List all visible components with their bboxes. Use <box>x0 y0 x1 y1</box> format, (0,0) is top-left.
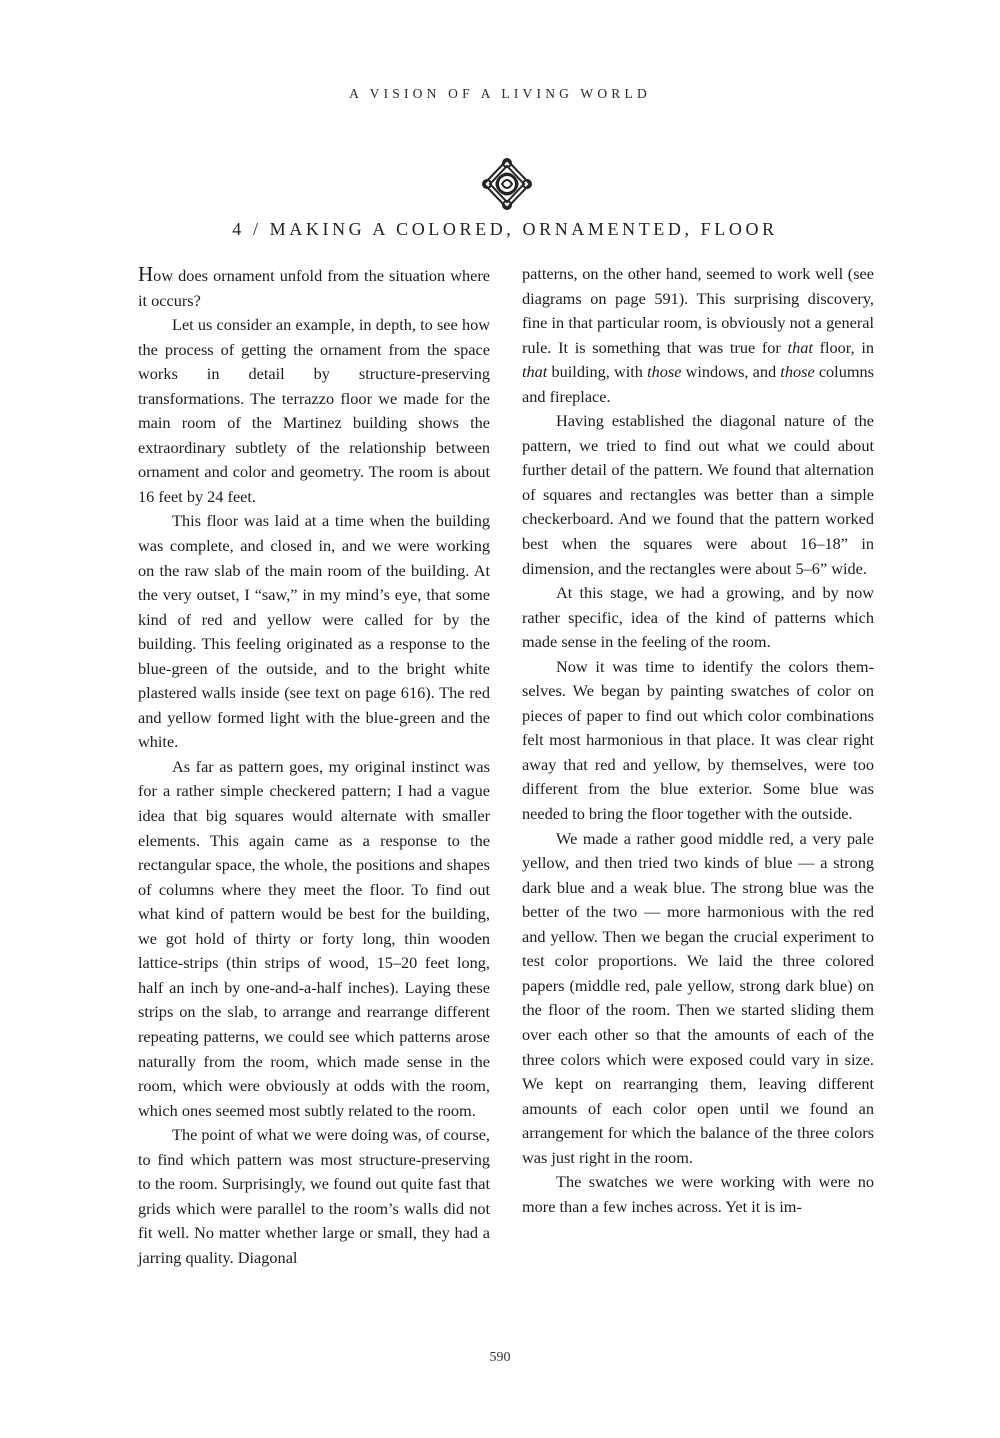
paragraph: This floor was laid at a time when the building was complete, and closed in, and we were working on the raw slab of the main room of the building. At the very outset, I “saw,” in my mind’s eye, that some kind of red and yellow were called for by the building. This feeling originated as a response to the blue-green of the outside, and to the bright white plastered walls inside (see text on page 616). The red and yellow formed light with the blue-green and the white. <box>138 511 490 752</box>
paragraph: The swatches we were working with were no more than a few inches across. Yet it is im- <box>522 1172 874 1216</box>
paragraph: Having established the diagonal nature of the pattern, we tried to find out what we could about further detail of the pattern. We found that alternation of squares and rectangles was better than a simple checkerboard. And we found that the pattern worked best when the squares were about 16–18” in dimension, and the rectangles were about 5–6” wide. <box>522 411 874 578</box>
paragraph: At this stage, we had a growing, and by now rather specific, idea of the kind of patterns which made sense in the feeling of the room. <box>522 583 874 652</box>
paragraph: Let us consider an example, in depth, to see how the process of getting the ornament from the space works in detail by structure-preserving transformations. The terrazzo floor we made for the main room of the Martinez building shows the extraordinary subtlety of the relationship between ornament and color and geometry. The room is about 16 feet by 24 feet. <box>138 315 490 506</box>
paragraph: The point of what we were doing was, of course, to find which pattern was most structure-preserving to the room. Surprisingly, we found out quite fast that grids which were parallel to the room’s walls did not fit well. No matter whether large or small, they had a jarring quality. Diagonal <box>138 1125 490 1267</box>
right-text-column <box>522 262 874 1219</box>
paragraph: patterns, on the other hand, seemed to work well (see diagrams on page 591). This surprising discovery, fine in that particular room, is obviously not a general rule. It is something that was true for that floor, in that building, with those windows, and those columns and fireplace. <box>522 264 874 406</box>
initial-letter: H <box>138 262 154 286</box>
running-head: A VISION OF A LIVING WORLD <box>349 86 651 101</box>
paragraph: Now it was time to identify the colors themselves. We began by painting swatches of color on pieces of paper to find out which color combinations felt most harmonious in that place. It was clear right away that red and yellow, by themselves, were too different from the blue exterior. Some blue was needed to bring the floor together with the outside. <box>522 656 874 824</box>
page-number: 590 <box>489 1350 511 1365</box>
paragraph: We made a rather good middle red, a very pale yellow, and then tried two kinds of blue — a strong dark blue and a weak blue. The strong blue was the better of the two — more harmonious with the red and yellow. Then we began the crucial experiment to test color proportions. We laid the three colored papers (middle red, pale yellow, strong dark blue) on the floor of the room. Then we started sliding them over each other so that the amounts of each of the three colors which were exposed could vary in size. We kept on rearranging them, leaving different amounts of each color open until we found an arrangement for which the balance of the three colors was just right in the room. <box>522 828 874 1167</box>
left-text-column <box>138 262 490 1270</box>
paragraph: How does ornament unfold from the situation where it occurs? <box>138 262 490 310</box>
celtic-knot-ornament-icon <box>480 156 534 212</box>
paragraph: As far as pattern goes, my original instinct was for a rather simple checkered pattern; I had a vague idea that big squares would alternate with smaller elements. This again came as a response to the rectangular space, the whole, the positions and shapes of columns where they meet the floor. To find out what kind of pattern would be best for the building, we got hold of thirty or forty long, thin wooden lattice-strips (thin strips of wood, 15–20 feet long, half an inch by one-and-a-half inches). Laying these strips on the slab, to arrange and rearrange different repeating patterns, we could see which patterns arose naturally from the room, which made sense in the room, which were obviously at odds with the room, which ones seemed most subtly related to the room. <box>138 756 490 1120</box>
chapter-title: 4 / MAKING A COLORED, ORNAMENTED, FLOOR <box>232 219 778 239</box>
